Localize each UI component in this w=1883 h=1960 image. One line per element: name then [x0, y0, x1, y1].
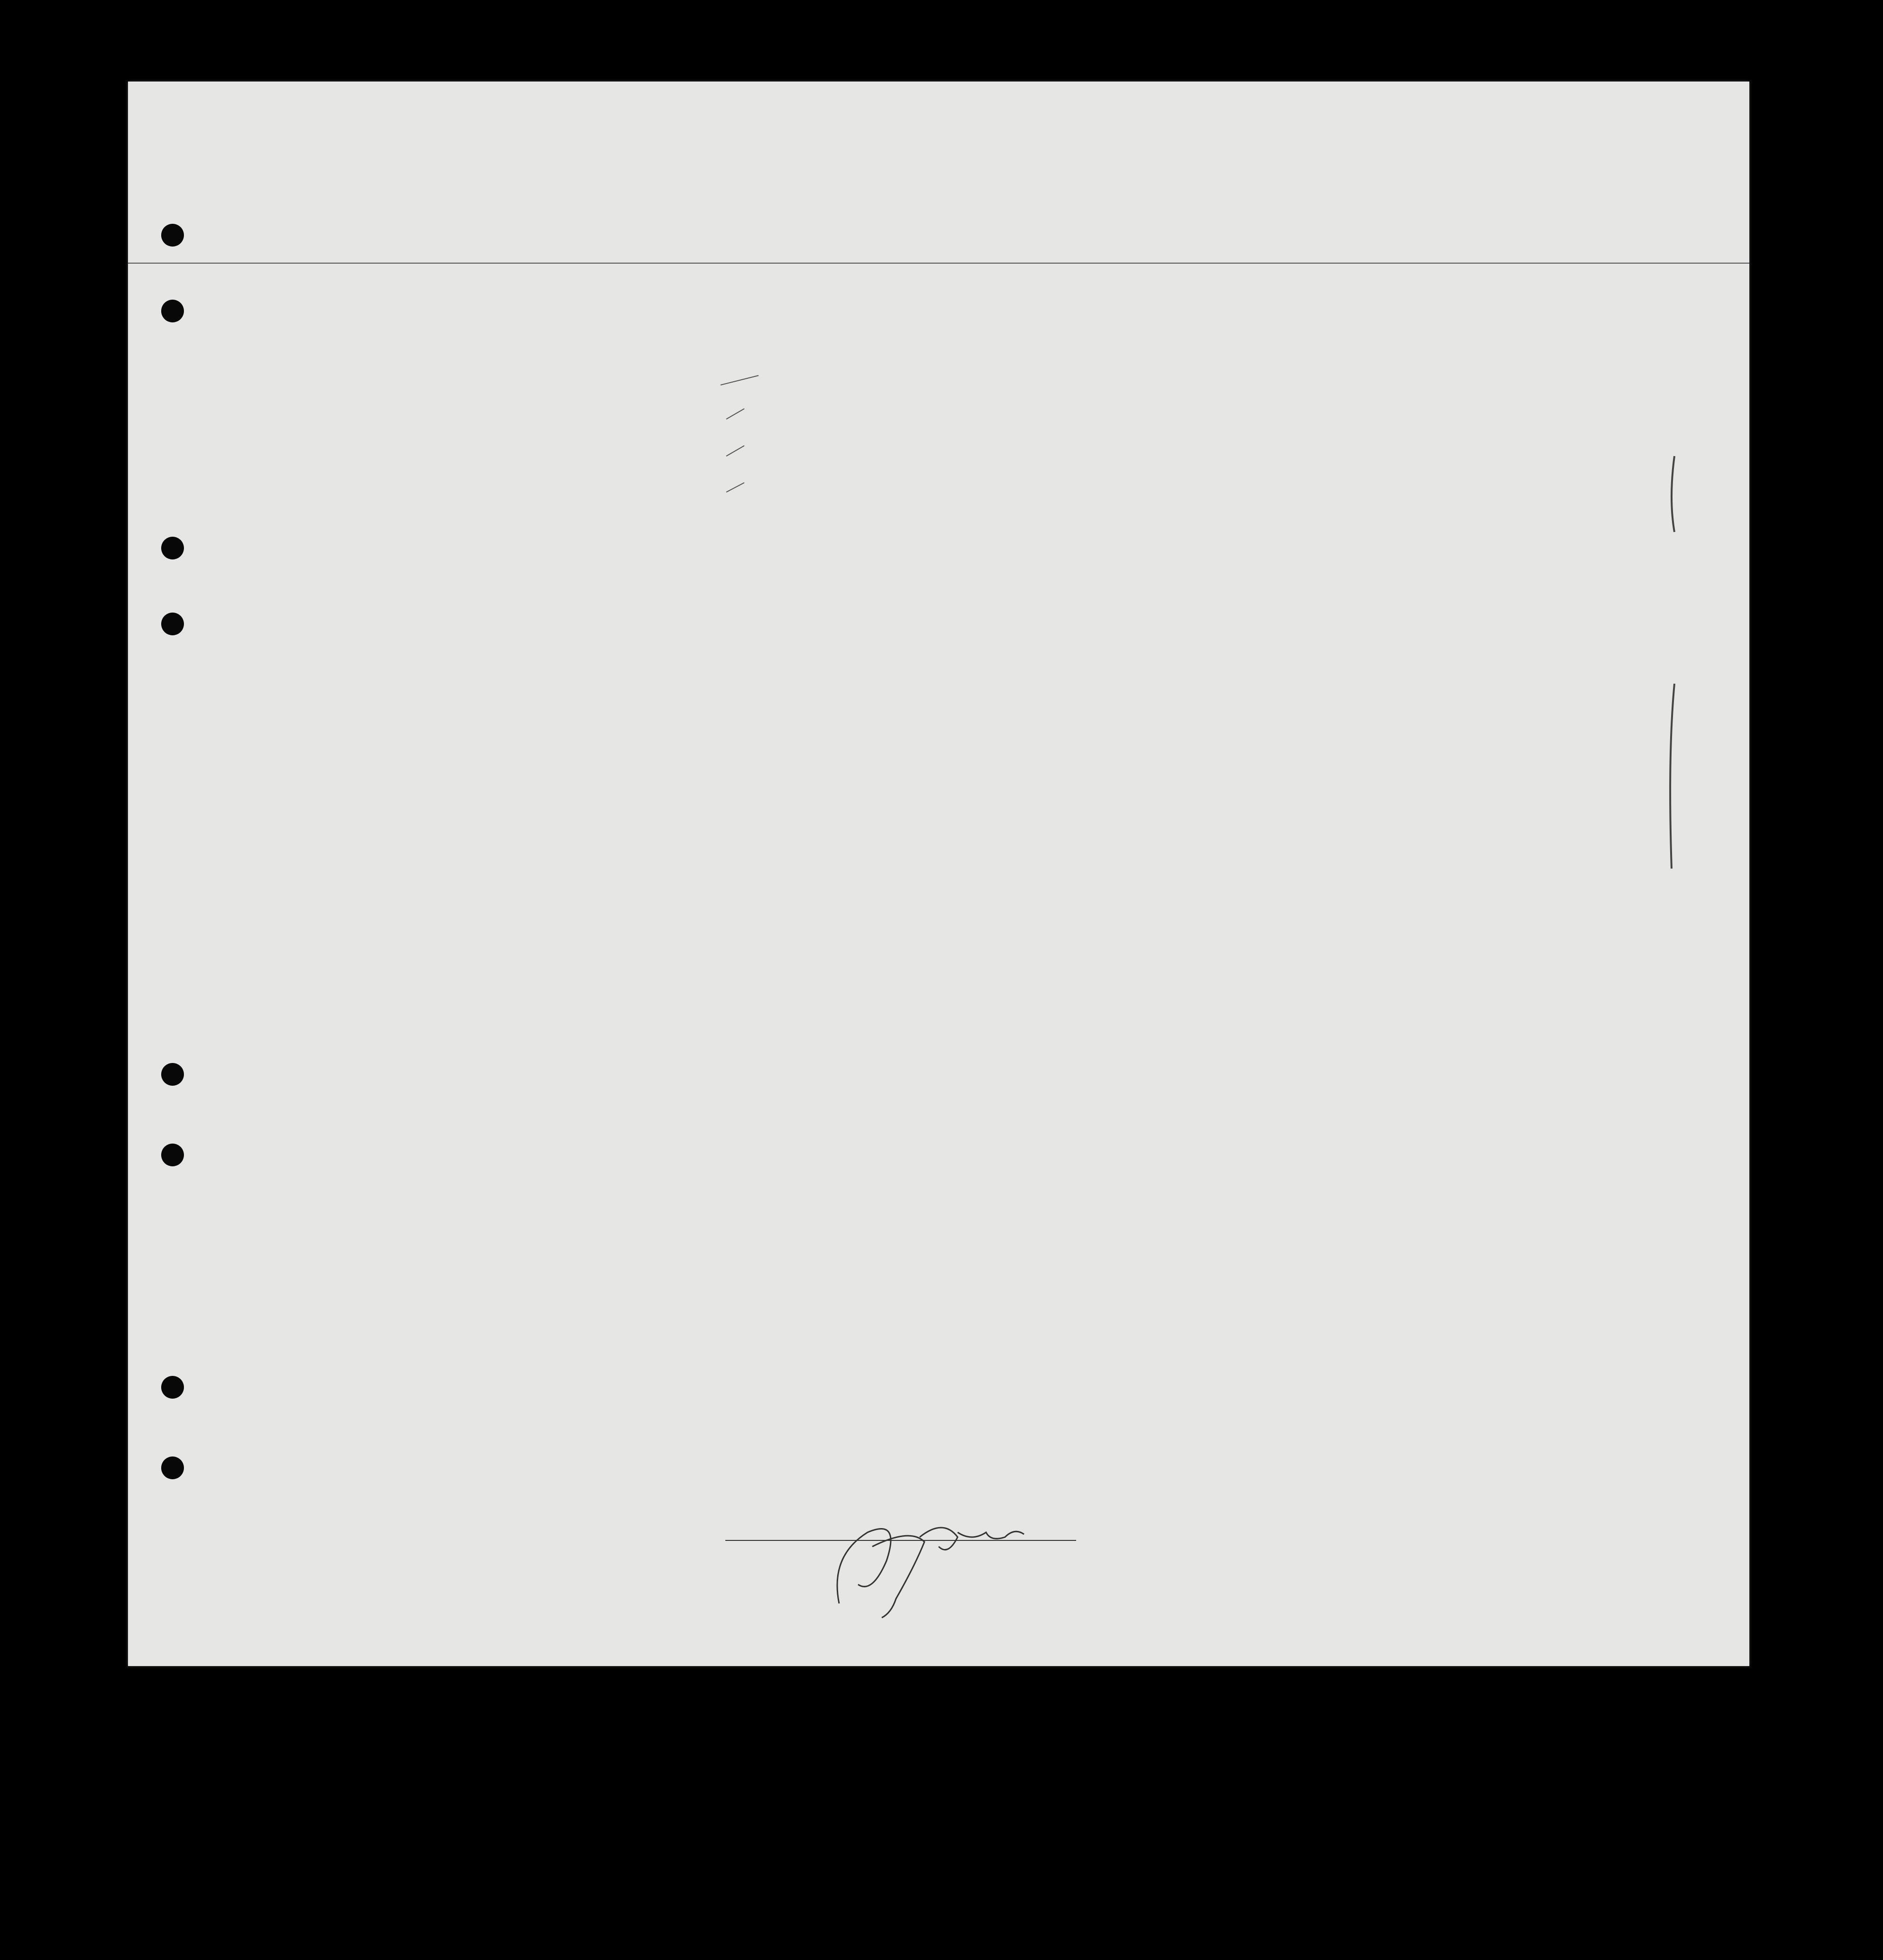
handwritten-marks: [128, 82, 1749, 1666]
manifest-page: [128, 82, 1749, 1666]
inspector-signature: [801, 1499, 1038, 1622]
inspector-signature-line: [725, 1540, 1076, 1541]
